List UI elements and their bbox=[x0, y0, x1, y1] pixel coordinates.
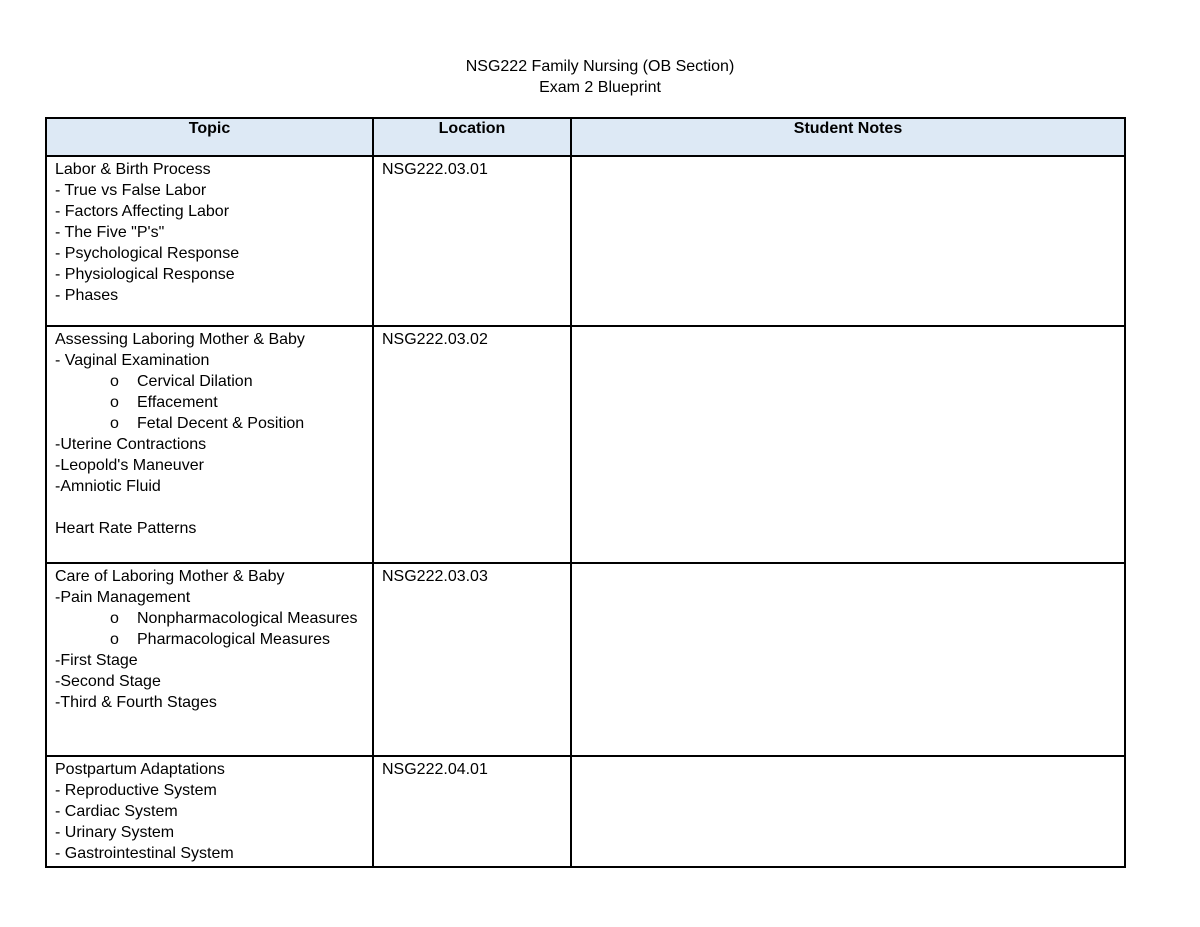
topic-cell bbox=[46, 326, 373, 563]
topic-line: Heart Rate Patterns bbox=[55, 520, 197, 537]
sub-item bbox=[55, 392, 364, 413]
location-code: NSG222.03.02 bbox=[382, 331, 488, 348]
sub-item bbox=[55, 413, 364, 434]
topic-line: - Gastrointestinal System bbox=[55, 845, 234, 862]
topic-line: -Amniotic Fluid bbox=[55, 478, 161, 495]
topic-line: -Pain Management bbox=[55, 589, 191, 606]
topic-line: -First Stage bbox=[55, 652, 138, 669]
topic-line: -Second Stage bbox=[55, 673, 161, 690]
topic-title: Postpartum Adaptations bbox=[55, 761, 225, 778]
bullet-icon: o bbox=[110, 373, 119, 390]
sub-item bbox=[55, 608, 364, 629]
sub-item-label: Pharmacological Measures bbox=[137, 631, 330, 648]
topic-cell bbox=[46, 756, 373, 867]
table-header-row bbox=[46, 118, 1125, 156]
topic-line: - Urinary System bbox=[55, 824, 175, 841]
blueprint-table bbox=[45, 117, 1126, 868]
topic-line: -Third & Fourth Stages bbox=[55, 694, 217, 711]
topic-line: - Cardiac System bbox=[55, 803, 178, 820]
table-row bbox=[46, 156, 1125, 326]
student-notes-cell[interactable] bbox=[571, 756, 1125, 867]
sub-item bbox=[55, 629, 364, 650]
table-row bbox=[46, 756, 1125, 867]
topic-line: - Psychological Response bbox=[55, 245, 240, 262]
topic-line: - The Five "P's" bbox=[55, 224, 165, 241]
location-cell bbox=[373, 156, 571, 326]
sub-item-label: Fetal Decent & Position bbox=[137, 415, 305, 432]
table-row bbox=[46, 326, 1125, 563]
location-cell bbox=[373, 563, 571, 756]
topic-line: - Physiological Response bbox=[55, 266, 235, 283]
column-header-topic: Topic bbox=[46, 118, 373, 156]
location-code: NSG222.03.03 bbox=[382, 568, 488, 585]
topic-title: Labor & Birth Process bbox=[55, 161, 211, 178]
location-cell bbox=[373, 756, 571, 867]
column-header-location: Location bbox=[373, 118, 571, 156]
bullet-icon: o bbox=[110, 394, 119, 411]
topic-line: - Vaginal Examination bbox=[55, 352, 210, 369]
column-header-student-notes: Student Notes bbox=[571, 118, 1125, 156]
location-code: NSG222.03.01 bbox=[382, 161, 488, 178]
table-row bbox=[46, 563, 1125, 756]
topic-cell bbox=[46, 563, 373, 756]
sub-item-label: Effacement bbox=[137, 394, 218, 411]
bullet-icon: o bbox=[110, 610, 119, 627]
sub-item-label: Nonpharmacological Measures bbox=[137, 610, 358, 627]
location-cell bbox=[373, 326, 571, 563]
sub-item bbox=[55, 371, 364, 392]
topic-title: Care of Laboring Mother & Baby bbox=[55, 568, 285, 585]
spacer bbox=[55, 497, 364, 518]
location-code: NSG222.04.01 bbox=[382, 761, 488, 778]
topic-line: - Phases bbox=[55, 287, 119, 304]
sub-item-label: Cervical Dilation bbox=[137, 373, 253, 390]
topic-line: -Leopold's Maneuver bbox=[55, 457, 204, 474]
topic-line: -Uterine Contractions bbox=[55, 436, 207, 453]
topic-line: - Factors Affecting Labor bbox=[55, 203, 230, 220]
topic-line: - True vs False Labor bbox=[55, 182, 207, 199]
student-notes-cell[interactable] bbox=[571, 326, 1125, 563]
topic-line: - Reproductive System bbox=[55, 782, 217, 799]
student-notes-cell[interactable] bbox=[571, 156, 1125, 326]
topic-title: Assessing Laboring Mother & Baby bbox=[55, 331, 305, 348]
topic-cell bbox=[46, 156, 373, 326]
student-notes-cell[interactable] bbox=[571, 563, 1125, 756]
document-title: NSG222 Family Nursing (OB Section) bbox=[465, 58, 735, 75]
document-subtitle: Exam 2 Blueprint bbox=[539, 79, 661, 96]
bullet-icon: o bbox=[110, 631, 119, 648]
bullet-icon: o bbox=[110, 415, 119, 432]
document-header bbox=[0, 56, 1200, 98]
